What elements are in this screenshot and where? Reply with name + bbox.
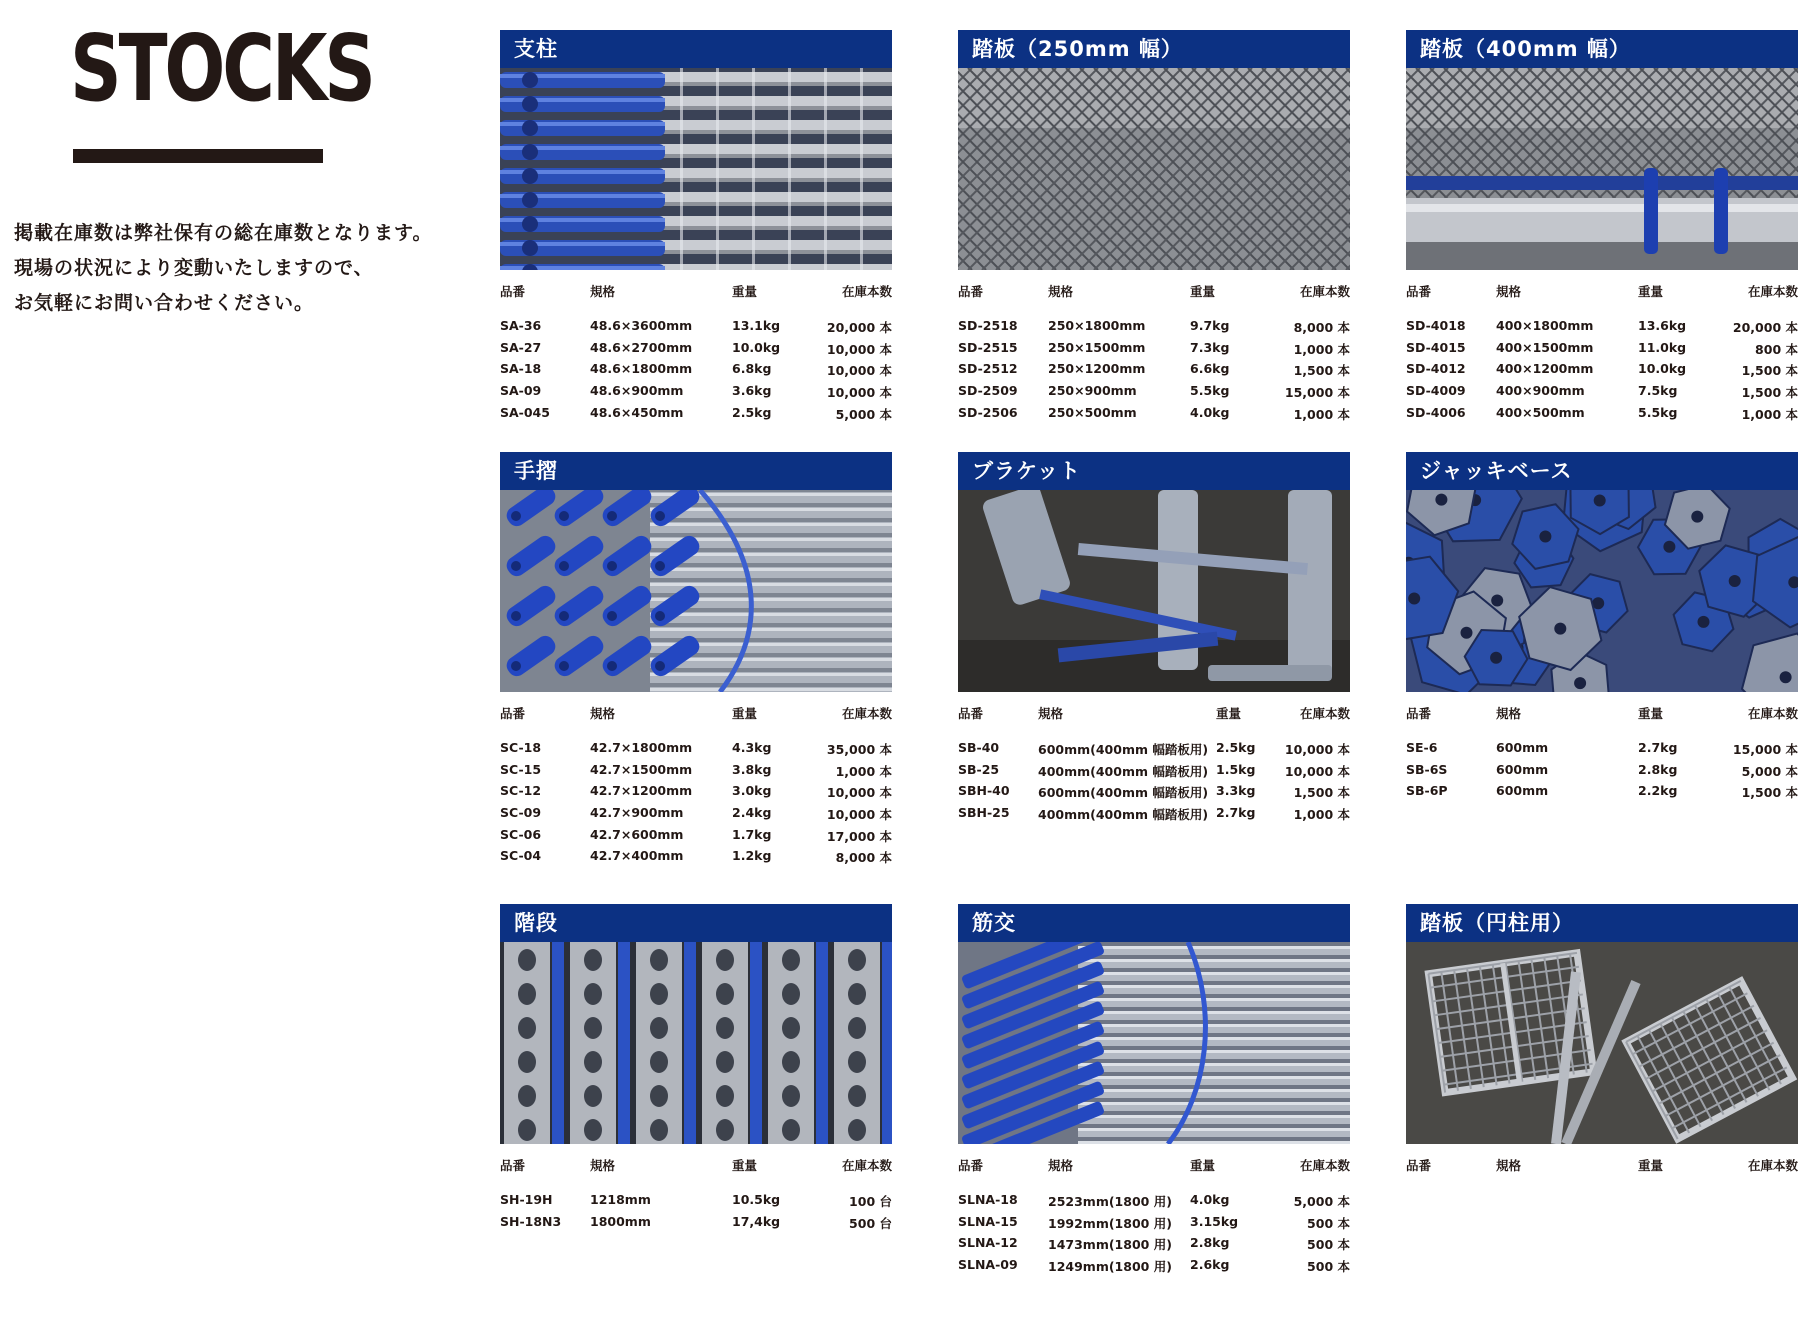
column-header-spec: 規格 <box>1038 706 1064 721</box>
item-code: SB-6P <box>1406 783 1448 799</box>
item-code: SC-12 <box>500 783 542 799</box>
column-header-weight: 重量 <box>732 1158 758 1173</box>
column-header-spec: 規格 <box>590 1158 616 1173</box>
spec-table <box>958 704 1350 879</box>
table-row <box>958 740 1350 762</box>
item-spec: 42.7×400mm <box>590 848 684 864</box>
item-weight: 1.5kg <box>1216 761 1256 777</box>
item-stock: 15,000 本 <box>1284 385 1350 401</box>
item-weight: 11.0kg <box>1638 339 1687 355</box>
item-code: SC-09 <box>500 805 542 821</box>
item-spec: 600mm(400mm 幅踏板用) <box>1038 785 1209 801</box>
spec-table <box>500 704 892 879</box>
column-header-stock: 在庫本数 <box>1747 706 1798 721</box>
table-row <box>500 762 892 784</box>
brace-photo <box>958 942 1350 1144</box>
column-header-stock: 在庫本数 <box>841 284 892 299</box>
column-header-weight: 重量 <box>1190 284 1216 299</box>
item-code: SBH-25 <box>958 805 1010 821</box>
item-code: SLNA-15 <box>958 1213 1018 1229</box>
steel-post-photo <box>500 68 892 270</box>
item-weight: 2.5kg <box>1216 740 1256 755</box>
item-spec: 600mm(400mm 幅踏板用) <box>1038 742 1209 757</box>
item-spec: 48.6×450mm <box>590 404 684 420</box>
item-weight: 4.0kg <box>1190 404 1230 420</box>
column-header-weight: 重量 <box>732 706 758 721</box>
table-row <box>1406 340 1798 362</box>
item-weight: 2.2kg <box>1638 783 1678 799</box>
item-spec: 42.7×600mm <box>590 826 684 842</box>
item-code: SLNA-18 <box>958 1192 1018 1207</box>
column-header-weight: 重量 <box>1638 284 1664 299</box>
table-row <box>1406 318 1798 340</box>
table-row <box>958 318 1350 340</box>
item-stock: 10,000 本 <box>826 385 892 401</box>
item-stock: 10,000 本 <box>1284 742 1350 757</box>
table-row <box>1406 383 1798 405</box>
product-card <box>958 904 1350 1331</box>
card-title: ブラケット <box>958 452 1350 490</box>
column-header-spec: 規格 <box>1496 1158 1522 1173</box>
card-title: 支柱 <box>500 30 892 68</box>
item-spec: 48.6×900mm <box>590 383 684 399</box>
item-spec: 600mm <box>1496 740 1549 755</box>
item-weight: 2.8kg <box>1190 1235 1230 1251</box>
item-spec: 400×1800mm <box>1496 318 1594 333</box>
column-header-weight: 重量 <box>1638 706 1664 721</box>
mesh-board-hook-photo <box>1406 68 1798 270</box>
item-weight: 2.6kg <box>1190 1257 1230 1273</box>
spec-header-row <box>500 704 892 726</box>
table-row <box>958 361 1350 383</box>
item-stock: 1,500 本 <box>1293 785 1350 801</box>
item-weight: 4.0kg <box>1190 1192 1230 1207</box>
card-title: ジャッキベース <box>1406 452 1798 490</box>
card-title: 踏板（400mm 幅） <box>1406 30 1798 68</box>
item-stock: 1,000 本 <box>1293 807 1350 823</box>
spec-header-row <box>1406 1156 1798 1178</box>
table-row <box>958 783 1350 805</box>
column-header-code: 品番 <box>1406 284 1432 299</box>
card-title: 踏板（円柱用） <box>1406 904 1798 942</box>
item-weight: 6.8kg <box>732 361 772 377</box>
product-card <box>500 452 892 879</box>
product-card <box>1406 904 1798 1331</box>
item-stock: 10,000 本 <box>826 785 892 801</box>
intro-text <box>14 216 464 321</box>
table-row <box>958 805 1350 827</box>
item-spec: 400×500mm <box>1496 404 1585 420</box>
table-row <box>500 361 892 383</box>
item-weight: 9.7kg <box>1190 318 1230 333</box>
table-row <box>500 340 892 362</box>
item-weight: 3.3kg <box>1216 783 1256 799</box>
product-card <box>1406 452 1798 879</box>
column-header-stock: 在庫本数 <box>1299 706 1350 721</box>
spec-table <box>1406 282 1798 457</box>
page-title: STOCKS <box>70 15 373 122</box>
item-weight: 2.8kg <box>1638 761 1678 777</box>
spec-header-row <box>1406 282 1798 304</box>
item-spec: 42.7×1800mm <box>590 740 693 755</box>
item-spec: 1800mm <box>590 1213 651 1229</box>
item-stock: 500 本 <box>1307 1259 1350 1275</box>
item-spec: 400mm(400mm 幅踏板用) <box>1038 763 1209 779</box>
item-code: SD-2506 <box>958 404 1018 420</box>
column-header-weight: 重量 <box>1638 1158 1664 1173</box>
product-card <box>1406 30 1798 457</box>
item-spec: 1249mm(1800 用) <box>1048 1259 1172 1275</box>
stairs-photo <box>500 942 892 1144</box>
item-spec: 48.6×3600mm <box>590 318 693 333</box>
item-weight: 13.1kg <box>732 318 781 333</box>
item-code: SBH-40 <box>958 783 1010 799</box>
item-code: SE-6 <box>1406 740 1438 755</box>
column-header-code: 品番 <box>958 284 984 299</box>
item-code: SA-27 <box>500 339 542 355</box>
round-column-board-photo <box>1406 942 1798 1144</box>
item-stock: 500 本 <box>1307 1215 1350 1231</box>
item-spec: 400×1500mm <box>1496 339 1594 355</box>
jack-base-photo <box>1406 490 1798 692</box>
item-weight: 5.5kg <box>1638 404 1678 420</box>
item-code: SC-04 <box>500 848 542 864</box>
item-code: SD-2518 <box>958 318 1018 333</box>
item-stock: 1,000 本 <box>835 763 892 779</box>
table-row <box>1406 740 1798 762</box>
item-weight: 1.7kg <box>732 826 772 842</box>
item-weight: 5.5kg <box>1190 383 1230 399</box>
table-row <box>958 1257 1350 1279</box>
column-header-code: 品番 <box>500 706 526 721</box>
column-header-spec: 規格 <box>1048 1158 1074 1173</box>
item-stock: 1,500 本 <box>1741 363 1798 379</box>
item-stock: 5,000 本 <box>835 406 892 422</box>
item-code: SC-15 <box>500 761 542 777</box>
item-code: SD-4015 <box>1406 339 1466 355</box>
table-row <box>500 783 892 805</box>
intro-line: 掲載在庫数は弊社保有の総在庫数となります。 <box>14 222 433 244</box>
item-code: SC-18 <box>500 740 542 755</box>
table-row <box>958 383 1350 405</box>
item-code: SD-4006 <box>1406 404 1466 420</box>
spec-table <box>958 1156 1350 1331</box>
item-stock: 100 台 <box>849 1194 892 1209</box>
column-header-spec: 規格 <box>1496 284 1522 299</box>
column-header-spec: 規格 <box>590 284 616 299</box>
item-stock: 20,000 本 <box>826 320 892 335</box>
spec-table <box>1406 1156 1798 1331</box>
item-stock: 35,000 本 <box>826 742 892 757</box>
item-stock: 500 台 <box>849 1215 892 1231</box>
item-spec: 250×1800mm <box>1048 318 1146 333</box>
spec-table <box>500 1156 892 1331</box>
table-row <box>958 1192 1350 1214</box>
title-underline <box>73 149 323 163</box>
spec-table <box>1406 704 1798 879</box>
item-code: SD-4012 <box>1406 361 1466 377</box>
product-card <box>500 904 892 1331</box>
column-header-code: 品番 <box>1406 706 1432 721</box>
product-card <box>500 30 892 457</box>
item-spec: 400mm(400mm 幅踏板用) <box>1038 807 1209 823</box>
item-weight: 3.8kg <box>732 761 772 777</box>
intro-line: お気軽にお問い合わせください。 <box>14 292 315 314</box>
spec-header-row <box>958 1156 1350 1178</box>
item-spec: 48.6×1800mm <box>590 361 693 377</box>
item-weight: 3.0kg <box>732 783 772 799</box>
item-spec: 250×1500mm <box>1048 339 1146 355</box>
column-header-weight: 重量 <box>732 284 758 299</box>
table-row <box>958 1214 1350 1236</box>
item-spec: 600mm <box>1496 783 1549 799</box>
item-spec: 1992mm(1800 用) <box>1048 1215 1172 1231</box>
column-header-code: 品番 <box>1406 1158 1432 1173</box>
item-weight: 6.6kg <box>1190 361 1230 377</box>
item-code: SA-36 <box>500 318 542 333</box>
item-stock: 5,000 本 <box>1293 1194 1350 1209</box>
column-header-stock: 在庫本数 <box>1299 284 1350 299</box>
item-weight: 3.15kg <box>1190 1213 1239 1229</box>
item-weight: 7.3kg <box>1190 339 1230 355</box>
column-header-stock: 在庫本数 <box>1747 1158 1798 1173</box>
item-stock: 17,000 本 <box>826 828 892 844</box>
item-weight: 13.6kg <box>1638 318 1687 333</box>
item-code: SLNA-12 <box>958 1235 1018 1251</box>
item-weight: 7.5kg <box>1638 383 1678 399</box>
item-code: SH-18N3 <box>500 1213 562 1229</box>
column-header-stock: 在庫本数 <box>1299 1158 1350 1173</box>
item-code: SD-4018 <box>1406 318 1466 333</box>
spec-header-row <box>500 282 892 304</box>
item-stock: 1,000 本 <box>1741 406 1798 422</box>
item-code: SD-2509 <box>958 383 1018 399</box>
table-row <box>958 405 1350 427</box>
column-header-spec: 規格 <box>590 706 616 721</box>
handrail-photo <box>500 490 892 692</box>
spec-table <box>958 282 1350 457</box>
item-weight: 17,4kg <box>732 1213 781 1229</box>
item-spec: 250×1200mm <box>1048 361 1146 377</box>
intro-line: 現場の状況により変動いたしますので、 <box>14 257 374 279</box>
item-weight: 2.7kg <box>1216 805 1256 821</box>
table-row <box>958 762 1350 784</box>
bracket-photo <box>958 490 1350 692</box>
table-row <box>1406 783 1798 805</box>
item-stock: 8,000 本 <box>1293 320 1350 335</box>
item-stock: 1,000 本 <box>1293 341 1350 357</box>
item-stock: 5,000 本 <box>1741 763 1798 779</box>
column-header-code: 品番 <box>500 1158 526 1173</box>
spec-table <box>500 282 892 457</box>
item-spec: 1218mm <box>590 1192 651 1207</box>
column-header-stock: 在庫本数 <box>1747 284 1798 299</box>
item-stock: 500 本 <box>1307 1237 1350 1253</box>
item-weight: 3.6kg <box>732 383 772 399</box>
item-weight: 1.2kg <box>732 848 772 864</box>
item-spec: 1473mm(1800 用) <box>1048 1237 1172 1253</box>
item-code: SA-045 <box>500 404 550 420</box>
item-code: SB-25 <box>958 761 1000 777</box>
item-stock: 1,000 本 <box>1293 406 1350 422</box>
column-header-code: 品番 <box>958 1158 984 1173</box>
item-stock: 1,500 本 <box>1741 785 1798 801</box>
item-spec: 250×500mm <box>1048 404 1137 420</box>
column-header-weight: 重量 <box>1216 706 1242 721</box>
item-stock: 800 本 <box>1755 341 1798 357</box>
product-card <box>958 452 1350 879</box>
item-weight: 2.4kg <box>732 805 772 821</box>
item-stock: 10,000 本 <box>1284 763 1350 779</box>
table-row <box>500 805 892 827</box>
table-row <box>500 383 892 405</box>
item-code: SA-09 <box>500 383 542 399</box>
item-code: SLNA-09 <box>958 1257 1018 1273</box>
column-header-code: 品番 <box>958 706 984 721</box>
table-row <box>1406 405 1798 427</box>
item-spec: 48.6×2700mm <box>590 339 693 355</box>
table-row <box>500 827 892 849</box>
spec-header-row <box>958 704 1350 726</box>
column-header-code: 品番 <box>500 284 526 299</box>
item-spec: 400×1200mm <box>1496 361 1594 377</box>
item-stock: 15,000 本 <box>1732 742 1798 757</box>
column-header-stock: 在庫本数 <box>841 706 892 721</box>
item-code: SD-2512 <box>958 361 1018 377</box>
item-weight: 10.0kg <box>732 339 781 355</box>
table-row <box>500 318 892 340</box>
item-stock: 1,500 本 <box>1293 363 1350 379</box>
item-weight: 2.7kg <box>1638 740 1678 755</box>
item-spec: 2523mm(1800 用) <box>1048 1194 1172 1209</box>
item-weight: 2.5kg <box>732 404 772 420</box>
item-stock: 10,000 本 <box>826 341 892 357</box>
card-title: 踏板（250mm 幅） <box>958 30 1350 68</box>
item-spec: 42.7×1500mm <box>590 761 693 777</box>
item-spec: 42.7×900mm <box>590 805 684 821</box>
card-title: 筋交 <box>958 904 1350 942</box>
spec-header-row <box>958 282 1350 304</box>
item-code: SD-4009 <box>1406 383 1466 399</box>
product-card <box>958 30 1350 457</box>
table-row <box>500 740 892 762</box>
column-header-spec: 規格 <box>1496 706 1522 721</box>
item-stock: 10,000 本 <box>826 363 892 379</box>
table-row <box>958 1235 1350 1257</box>
item-spec: 42.7×1200mm <box>590 783 693 799</box>
spec-header-row <box>1406 704 1798 726</box>
item-stock: 8,000 本 <box>835 850 892 866</box>
spec-header-row <box>500 1156 892 1178</box>
item-stock: 1,500 本 <box>1741 385 1798 401</box>
item-spec: 250×900mm <box>1048 383 1137 399</box>
table-row <box>500 1192 892 1214</box>
card-title: 階段 <box>500 904 892 942</box>
mesh-board-photo <box>958 68 1350 270</box>
column-header-spec: 規格 <box>1048 284 1074 299</box>
item-code: SC-06 <box>500 826 542 842</box>
item-stock: 10,000 本 <box>826 807 892 823</box>
item-weight: 4.3kg <box>732 740 772 755</box>
column-header-stock: 在庫本数 <box>841 1158 892 1173</box>
item-code: SB-40 <box>958 740 1000 755</box>
table-row <box>1406 762 1798 784</box>
table-row <box>500 848 892 870</box>
item-spec: 400×900mm <box>1496 383 1585 399</box>
column-header-weight: 重量 <box>1190 1158 1216 1173</box>
item-code: SA-18 <box>500 361 542 377</box>
table-row <box>500 405 892 427</box>
item-spec: 600mm <box>1496 761 1549 777</box>
item-weight: 10.0kg <box>1638 361 1687 377</box>
table-row <box>500 1214 892 1236</box>
table-row <box>1406 361 1798 383</box>
item-weight: 10.5kg <box>732 1192 781 1207</box>
item-stock: 20,000 本 <box>1732 320 1798 335</box>
table-row <box>958 340 1350 362</box>
card-title: 手摺 <box>500 452 892 490</box>
item-code: SB-6S <box>1406 761 1448 777</box>
item-code: SH-19H <box>500 1192 553 1207</box>
item-code: SD-2515 <box>958 339 1018 355</box>
